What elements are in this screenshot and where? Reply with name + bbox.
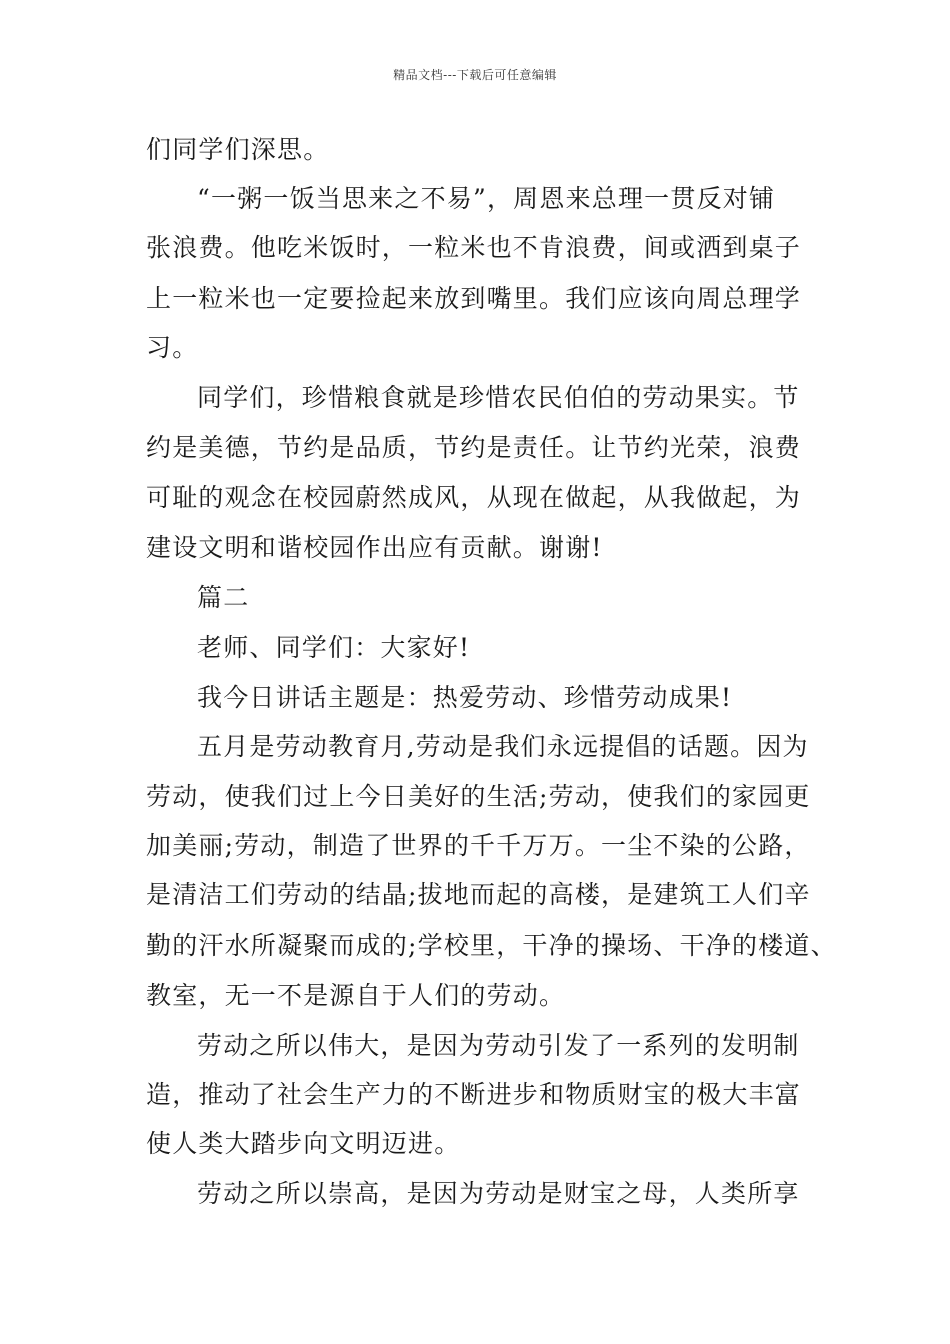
text-line: 张浪费。他吃米饭时，一粒米也不肯浪费，间或洒到桌子 [146,233,802,262]
text-line: 同学们，珍惜粮食就是珍惜农民伯伯的劳动果实。节 [197,383,800,412]
text-line: 劳动，使我们过上今日美好的生活;劳动，使我们的家园更 [146,782,811,811]
text-line: 教室，无一不是源自于人们的劳动。 [146,981,566,1010]
section-title: 篇二 [197,583,250,612]
text-line: 劳动之所以崇高，是因为劳动是财宝之母，人类所享 [197,1179,800,1208]
text-line: 是清洁工们劳动的结晶;拔地而起的高楼，是建筑工人们辛 [146,880,811,909]
text-line: 我今日讲话主题是：热爱劳动、珍惜劳动成果! [197,683,733,712]
text-line: 上一粒米也一定要捡起来放到嘴里。我们应该向周总理学 [146,284,802,313]
text-line: 使人类大踏步向文明迈进。 [146,1129,461,1158]
text-line: “一粥一饭当思来之不易”，周恩来总理一贯反对铺 [197,184,776,213]
text-line: 五月是劳动教育月,劳动是我们永远提倡的话题。因为 [197,732,809,761]
text-line: 习。 [146,333,199,362]
text-line: 约是美德，节约是品质，节约是责任。让节约光荣，浪费 [146,433,802,462]
page-header: 精品文档---下载后可任意编辑 [393,68,557,82]
text-line: 加美丽;劳动，制造了世界的千千万万。一尘不染的公路， [146,831,811,860]
text-line: 老师、同学们：大家好! [197,633,471,662]
text-line: 可耻的观念在校园蔚然成风，从现在做起，从我做起，为 [146,483,802,512]
text-line: 劳动之所以伟大，是因为劳动引发了一系列的发明制 [197,1031,800,1060]
text-line: 造，推动了社会生产力的不断进步和物质财宝的极大丰富 [146,1080,802,1109]
text-line: 们同学们深思。 [146,135,330,164]
text-line: 勤的汗水所凝聚而成的;学校里，干净的操场、干净的楼道、 [146,931,837,960]
text-line: 建设文明和谐校园作出应有贡献。谢谢! [146,533,603,562]
